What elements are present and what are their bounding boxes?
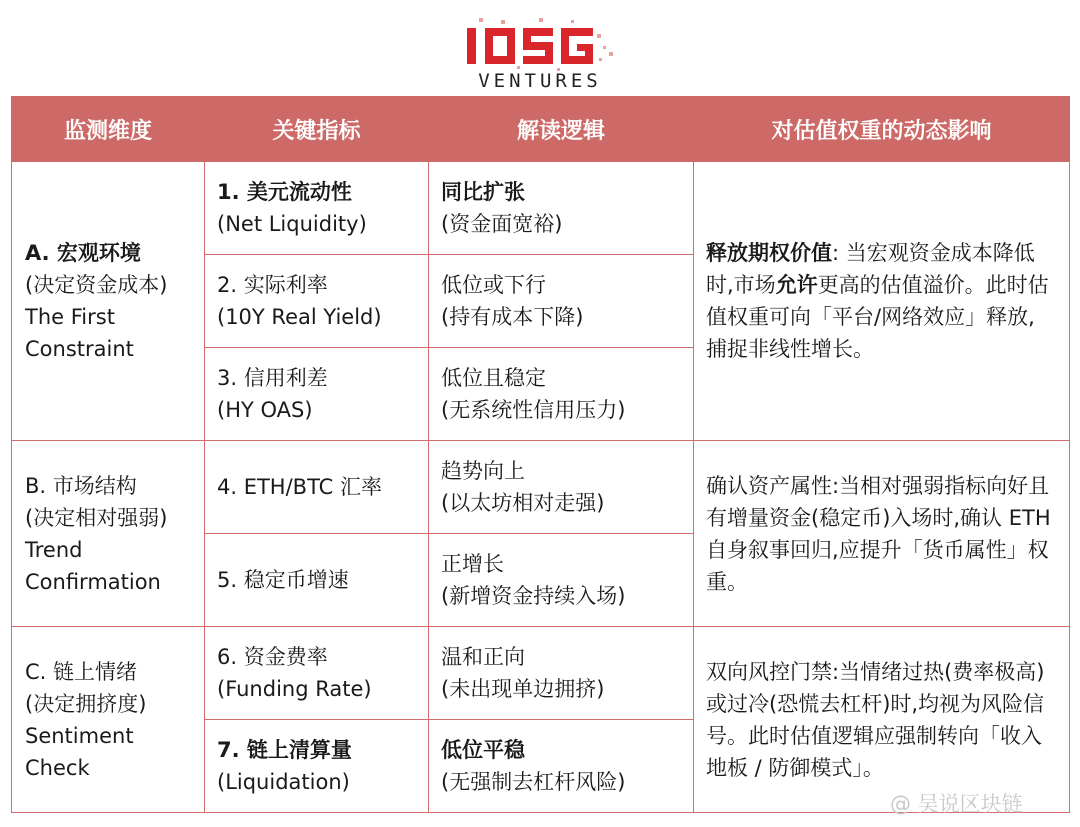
indicator-name: 3. 信用利差 <box>217 366 328 390</box>
dimension-sub: (决定相对强弱) <box>25 505 168 530</box>
dimension-cell-b <box>12 441 205 627</box>
logic-text: 正增长 <box>441 552 504 576</box>
indicator-cell <box>205 534 429 627</box>
impact-part: 更高的估值溢价。此时估值权重可向「平台/网络效应」释放,捕捉非线性增长。 <box>706 273 1049 361</box>
watermark-text: @ 吴说区块链 <box>890 792 1023 816</box>
logic-sub: (无强制去杠杆风险) <box>441 770 626 794</box>
dimension-en: Constraint <box>25 337 134 361</box>
impact-part: : 当宏观资金成本降低时,市场 <box>706 241 1035 297</box>
dimension-en: Confirmation <box>25 569 161 594</box>
impact-cell-a <box>694 162 1070 441</box>
watermark <box>890 788 1023 818</box>
logic-text: 低位或下行 <box>441 273 546 297</box>
table-row <box>12 162 1070 255</box>
indicator-name: 1. 美元流动性 <box>217 180 352 204</box>
dimension-sub: (决定拥挤度) <box>25 691 147 716</box>
indicator-name: 7. 链上清算量 <box>217 738 352 762</box>
logic-sub: (持有成本下降) <box>441 305 584 329</box>
indicator-cell <box>205 255 429 348</box>
logic-cell <box>429 255 694 348</box>
logic-text: 低位且稳定 <box>441 366 546 390</box>
header-logic: 解读逻辑 <box>429 97 694 162</box>
table-header-row <box>12 97 1070 162</box>
indicator-en: (Net Liquidity) <box>217 212 367 236</box>
dimension-sub: (决定资金成本) <box>25 273 168 297</box>
indicator-en: (Funding Rate) <box>217 677 372 701</box>
header-indicator: 关键指标 <box>205 97 429 162</box>
indicator-cell <box>205 348 429 441</box>
indicator-name: 4. ETH/BTC 汇率 <box>217 475 383 499</box>
table-row <box>12 441 1070 534</box>
logic-cell <box>429 348 694 441</box>
dimension-en: The First <box>25 305 115 329</box>
logic-sub: (资金面宽裕) <box>441 212 563 236</box>
impact-text <box>706 237 1055 365</box>
logic-cell <box>429 627 694 720</box>
dimension-cell-c <box>12 627 205 813</box>
logic-text: 温和正向 <box>441 645 525 669</box>
iosg-logo <box>0 8 1080 90</box>
indicator-name: 5. 稳定币增速 <box>217 568 349 592</box>
logic-cell <box>429 534 694 627</box>
dimension-title: C. 链上情绪 <box>25 659 138 684</box>
dimension-title: A. 宏观环境 <box>25 241 141 265</box>
dimension-title: B. 市场结构 <box>25 473 137 498</box>
impact-cell-c <box>694 627 1070 813</box>
logic-cell <box>429 441 694 534</box>
dimension-cell-a <box>12 162 205 441</box>
indicator-name: 2. 实际利率 <box>217 273 328 297</box>
logic-text: 低位平稳 <box>441 738 525 762</box>
logic-text: 同比扩张 <box>441 180 525 204</box>
logic-text: 趋势向上 <box>441 459 525 483</box>
table-row <box>12 627 1070 720</box>
logic-sub: (无系统性信用压力) <box>441 398 626 422</box>
dimension-en: Trend <box>25 537 83 562</box>
indicator-en: (HY OAS) <box>217 398 313 422</box>
header-impact: 对估值权重的动态影响 <box>694 97 1070 162</box>
indicator-en: (10Y Real Yield) <box>217 305 382 329</box>
dimension-en: Sentiment <box>25 723 134 748</box>
impact-text: 双向风控门禁:当情绪过热(费率极高)或过冷(恐慌去杠杆)时,均视为风险信号。此时估值逻辑应强制转向「收入地板 / 防御模式」。 <box>706 659 1045 780</box>
valuation-monitor-table <box>11 96 1070 813</box>
impact-bold: 允许 <box>775 273 818 297</box>
indicator-name: 6. 资金费率 <box>217 645 328 669</box>
logic-sub: (未出现单边拥挤) <box>441 677 605 701</box>
logic-sub: (新增资金持续入场) <box>441 584 626 608</box>
logic-cell <box>429 720 694 813</box>
logo-subtitle: VENTURES <box>478 70 602 92</box>
impact-bold: 释放期权价值 <box>706 241 832 265</box>
impact-cell-b <box>694 441 1070 627</box>
indicator-cell <box>205 441 429 534</box>
iosg-logo-mark <box>463 16 623 72</box>
indicator-cell <box>205 162 429 255</box>
header-dimension: 监测维度 <box>12 97 205 162</box>
logic-sub: (以太坊相对走强) <box>441 491 605 515</box>
indicator-cell <box>205 720 429 813</box>
indicator-en: (Liquidation) <box>217 770 350 794</box>
impact-text: 确认资产属性:当相对强弱指标向好且有增量资金(稳定币)入场时,确认 ETH 自身叙事回归,应提升「货币属性」权重。 <box>706 473 1051 594</box>
indicator-cell <box>205 627 429 720</box>
dimension-en: Check <box>25 755 90 780</box>
logic-cell <box>429 162 694 255</box>
